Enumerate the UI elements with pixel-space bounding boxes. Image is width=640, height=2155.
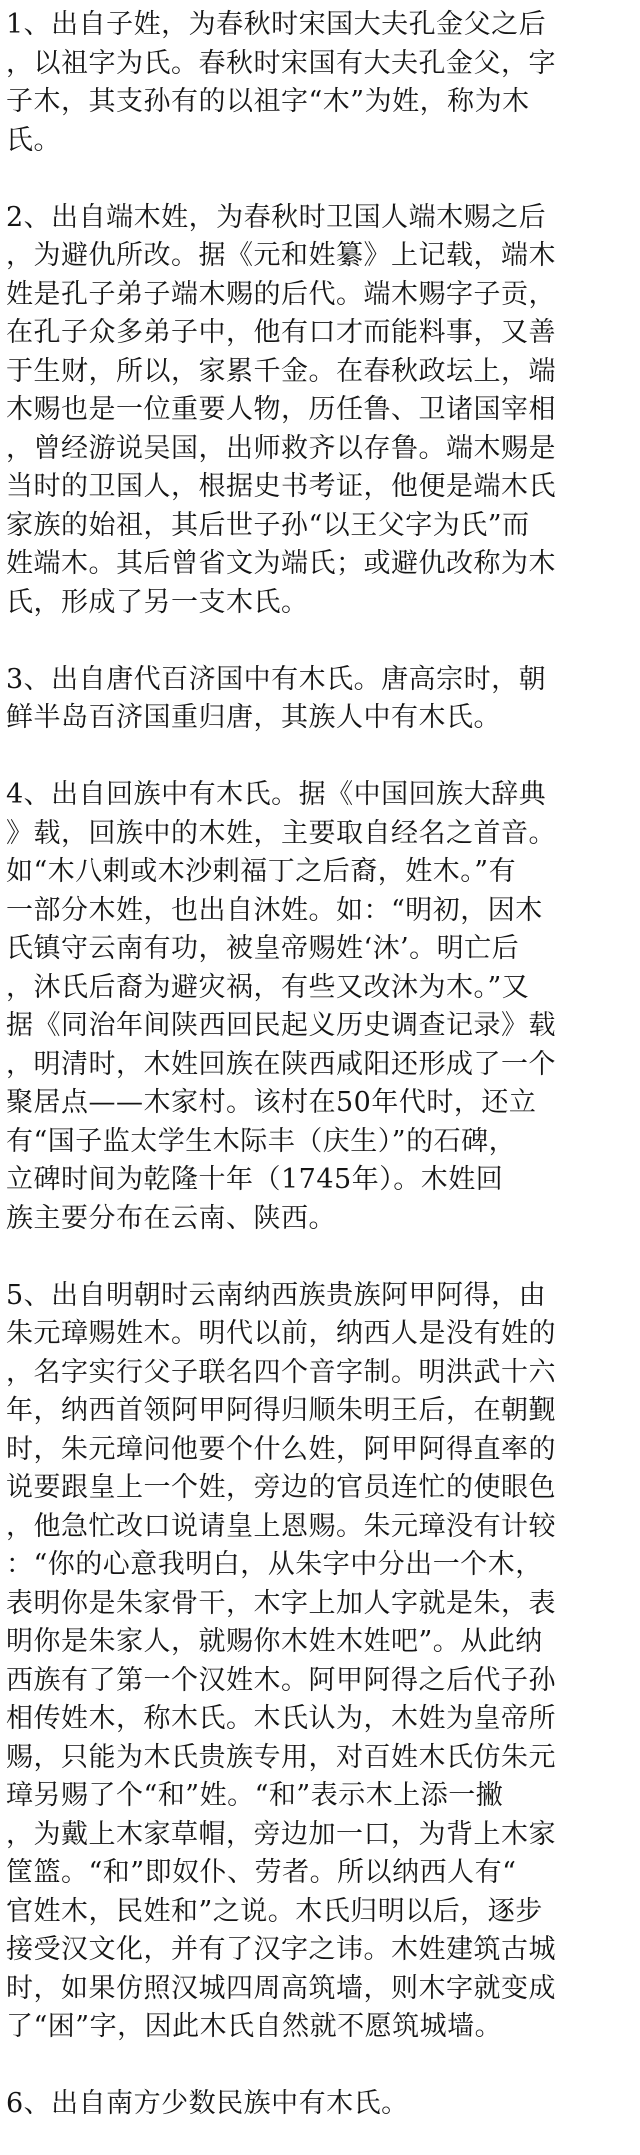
text-line: ，为避仇所改。据《元和姓纂》上记载，端木 [6,240,556,271]
text-line: 如“木八剌或木沙剌福丁之后裔，姓木。”有 [6,856,517,887]
origin-section-5 [6,1277,630,2047]
text-line: 族主要分布在云南、陕西。 [6,1202,336,1234]
origin-section-6 [6,2085,630,2124]
paragraph-spacer [6,2047,630,2086]
text-line: ，为戴上木家草帽，旁边加一口，为背上木家 [6,1818,556,1850]
text-line: 一部分木姓，也出自沐姓。如：“明初，因木 [6,894,543,926]
text-line: ，他急忙改口说请皇上恩赐。朱元璋没有计较 [6,1510,556,1542]
text-line: 西族有了第一个汉姓木。阿甲阿得之后代子孙 [6,1664,556,1696]
text-line: 3、出自唐代百济国中有木氏。唐高宗时，朝 [6,663,547,695]
paragraph-spacer [6,738,630,777]
text-line: 6、出自南方少数民族中有木氏。 [6,2088,409,2119]
text-line: 子木，其支孙有的以祖字“木”为姓，称为木 [6,86,530,117]
text-line: 了“困”字，因此木氏自然就不愿筑城墙。 [6,2011,503,2042]
text-line: 鲜半岛百济国重归唐，其族人中有木氏。 [6,702,501,733]
origin-section-2 [6,199,630,623]
text-line: 家族的始祖，其后世子孙“以王父字为氏”而 [6,509,530,541]
text-line: 氏，形成了另一支木氏。 [6,586,309,618]
text-line: 赐，只能为木氏贵族专用，对百姓木氏仿朱元 [6,1741,556,1773]
text-line: ，沐氏后裔为避灾祸，有些又改沐为木。”又 [6,971,530,1003]
text-line: 当时的卫国人，根据史书考证，他便是端木氏 [6,471,556,502]
origin-section-4 [6,776,630,1238]
text-line: 璋另赐了个“和”姓。“和”表示木上添一撇 [6,1780,504,1811]
text-line: 筐篮。“和”即奴仆、劳者。所以纳西人有“ [6,1857,517,1888]
text-line: 官姓木，民姓和”之说。木氏归明以后，逐步 [6,1895,543,1927]
text-line: 姓端木。其后曾省文为端氏；或避仇改称为木 [6,548,556,579]
text-line: 有“国子监太学生木际丰（庆生）”的石碑， [6,1125,517,1157]
text-line: 1、出自子姓，为春秋时宋国大夫孔金父之后 [6,9,547,40]
text-line: 相传姓木，称木氏。木氏认为，木姓为皇帝所 [6,1703,556,1734]
text-line: 朱元璋赐姓木。明代以前，纳西人是没有姓的 [6,1318,556,1349]
text-line: 据《同治年间陕西回民起义历史调查记录》载 [6,1010,556,1041]
text-line: ，明清时，木姓回族在陕西咸阳还形成了一个 [6,1048,556,1080]
text-line: ，名字实行父子联名四个音字制。明洪武十六 [6,1356,556,1388]
paragraph-spacer [6,160,630,199]
text-line: 》载，回族中的木姓，主要取自经名之首音。 [6,817,556,849]
origin-section-3 [6,661,630,738]
text-line: 于生财，所以，家累千金。在春秋政坛上，端 [6,355,556,387]
text-line: 时，朱元璋问他要个什么姓，阿甲阿得直率的 [6,1433,556,1465]
text-line: 在孔子众多弟子中，他有口才而能料事，又善 [6,317,556,348]
text-line: ：“你的心意我明白，从朱字中分出一个木， [6,1549,543,1580]
origin-section-1 [6,6,630,160]
text-line: 姓是孔子弟子端木赐的后代。端木赐字子贡， [6,278,556,310]
text-line: 聚居点——木家村。该村在50年代时，还立 [6,1087,537,1118]
text-line: 2、出自端木姓，为春秋时卫国人端木赐之后 [6,201,547,233]
text-line: ，曾经游说吴国，出师救齐以存鲁。端木赐是 [6,432,556,464]
text-line: 立碑时间为乾隆十年（1745年）。木姓回 [6,1164,504,1195]
text-line: 4、出自回族中有木氏。据《中国回族大辞典 [6,779,547,810]
text-line: 表明你是朱家骨干，木字上加人字就是朱，表 [6,1587,556,1619]
text-line: 木赐也是一位重要人物，历任鲁、卫诸国宰相 [6,394,556,425]
text-line: 氏。 [6,124,61,156]
text-line: 明你是朱家人，就赐你木姓木姓吧”。从此纳 [6,1626,543,1657]
text-line: 氏镇守云南有功，被皇帝赐姓‘沐’。明亡后 [6,933,520,964]
text-line: 时，如果仿照汉城四周高筑墙，则木字就变成 [6,1972,556,2004]
paragraph-spacer [6,1238,630,1277]
text-line: 5、出自明朝时云南纳西族贵族阿甲阿得，由 [6,1279,547,1311]
text-line: 说要跟皇上一个姓，旁边的官员连忙的使眼色 [6,1472,556,1503]
text-line: ，以祖字为氏。春秋时宋国有大夫孔金父，字 [6,47,556,79]
text-line: 年，纳西首领阿甲阿得归顺朱明王后，在朝觐 [6,1395,556,1426]
paragraph-spacer [6,622,630,661]
text-line: 接受汉文化，并有了汉字之讳。木姓建筑古城 [6,1934,556,1965]
